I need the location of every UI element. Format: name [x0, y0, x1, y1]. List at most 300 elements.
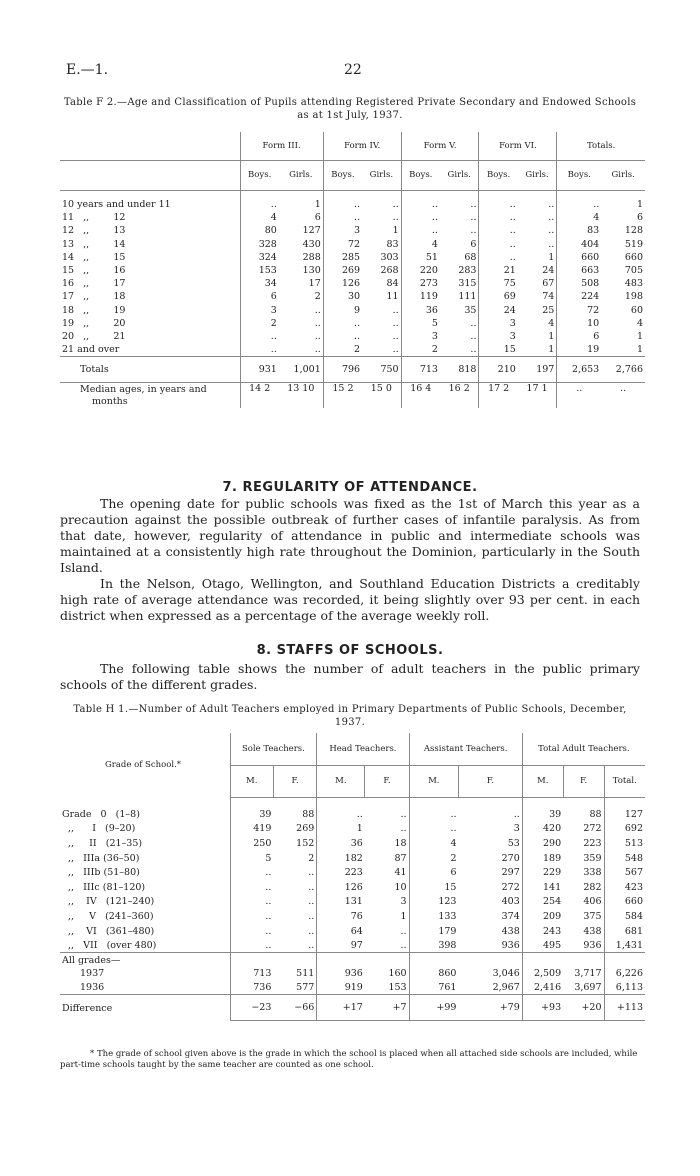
cell: 10 — [557, 317, 601, 330]
cell: .. — [240, 198, 279, 211]
cell: 153 — [240, 264, 279, 277]
cell: 398 — [409, 938, 458, 953]
cell: 736 — [230, 981, 273, 995]
cell: 374 — [501, 910, 520, 922]
cell: 692 — [604, 822, 645, 837]
cell: 438 — [583, 925, 602, 937]
table-row — [60, 330, 645, 343]
cell: .. — [400, 939, 407, 951]
sub-header: M. — [522, 765, 563, 797]
cell: 3 — [479, 317, 518, 330]
cell: 87 — [394, 852, 407, 864]
cell: 97 — [317, 938, 365, 953]
median-label-2: months — [92, 395, 128, 407]
section-7-title: 7. REGULARITY OF ATTENDANCE. — [222, 480, 478, 495]
cell: 15 — [409, 880, 458, 895]
cell: 288 — [302, 251, 321, 263]
cell: 419 — [230, 822, 273, 837]
cell: 84 — [386, 278, 399, 290]
cell: 5 — [401, 317, 440, 330]
sub-header: Girls. — [279, 160, 323, 190]
cell: 1 — [636, 199, 643, 211]
cell: 80 — [240, 224, 279, 237]
cell: 224 — [557, 290, 601, 303]
cell: .. — [230, 865, 273, 880]
cell: 2 — [314, 291, 321, 303]
section-7-body — [60, 496, 640, 624]
cell: 250 — [230, 836, 273, 851]
stub-header: Grade of School.* — [105, 760, 182, 770]
cell: 660 — [604, 895, 645, 910]
cell: 1 — [317, 822, 365, 837]
cell: 270 — [501, 852, 520, 864]
cell: 18 — [394, 837, 407, 849]
row-label: 18 ,, 19 — [62, 304, 126, 316]
cell: 210 — [479, 356, 518, 382]
sub-header: F. — [365, 765, 409, 797]
cell: .. — [240, 343, 279, 356]
cell: 15 2 — [323, 382, 362, 408]
cell: 16 4 — [401, 382, 440, 408]
cell: 3 — [400, 896, 407, 908]
cell: 153 — [388, 982, 407, 994]
cell: 127 — [302, 225, 321, 237]
table-row — [60, 865, 645, 880]
cell: 6 — [636, 212, 643, 224]
cell: .. — [479, 251, 518, 264]
cell: .. — [401, 198, 440, 211]
row-label: 16 ,, 17 — [62, 278, 126, 290]
row-label: Totals — [80, 363, 109, 375]
sub-header: Girls. — [440, 160, 479, 190]
cell: 6 — [557, 330, 601, 343]
cell: 220 — [401, 264, 440, 277]
cell: 315 — [458, 278, 477, 290]
cell: 483 — [624, 278, 643, 290]
cell: .. — [400, 808, 407, 820]
cell: 290 — [522, 836, 563, 851]
cell: +79 — [458, 995, 522, 1021]
sub-header: Boys. — [323, 160, 362, 190]
cell: .. — [479, 224, 518, 237]
cell: 297 — [501, 867, 520, 879]
cell: 681 — [604, 924, 645, 939]
cell: .. — [323, 330, 362, 343]
footnote: * The grade of school given above is the grade in which the school is placed when all attached side schools are included, while part-time schools taught by the same teacher are counted as one school. — [60, 1049, 638, 1070]
cell: .. — [392, 330, 399, 342]
cell: 182 — [317, 851, 365, 866]
cell: 273 — [401, 277, 440, 290]
cell: 30 — [323, 290, 362, 303]
cell: .. — [548, 199, 555, 211]
row-label: ,, I (9–20) — [62, 823, 136, 835]
cell: .. — [470, 225, 477, 237]
group-header: Sole Teachers. — [230, 733, 317, 765]
cell: 36 — [317, 836, 365, 851]
cell: +113 — [604, 995, 645, 1021]
cell: 4 — [557, 211, 601, 224]
sub-header: Total. — [604, 765, 645, 797]
stub-sub — [60, 160, 240, 190]
cell: 17 1 — [518, 382, 557, 408]
sub-header: F. — [458, 765, 522, 797]
cell: 4 — [636, 317, 643, 329]
row-label — [60, 382, 240, 408]
cell: .. — [314, 317, 321, 329]
table-row — [60, 851, 645, 866]
table-row — [60, 909, 645, 924]
table-row — [60, 836, 645, 851]
cell: 254 — [522, 895, 563, 910]
cell: .. — [230, 938, 273, 953]
table-h1 — [60, 733, 645, 1021]
table-row — [60, 211, 645, 224]
cell: 713 — [230, 967, 273, 981]
row-label: ,, IIIa (36–50) — [62, 852, 140, 864]
cell: 6 — [470, 238, 477, 250]
cell: 406 — [583, 896, 602, 908]
cell: 2 — [323, 343, 362, 356]
cell: 420 — [522, 822, 563, 837]
cell: 750 — [362, 356, 401, 382]
cell: 404 — [557, 238, 601, 251]
cell: 5 — [230, 851, 273, 866]
cell: 197 — [518, 356, 557, 382]
cell: 3,046 — [492, 968, 520, 980]
cell: 324 — [240, 251, 279, 264]
cell: +7 — [365, 995, 409, 1021]
cell: 860 — [409, 967, 458, 981]
cell: .. — [230, 924, 273, 939]
row-label: 17 ,, 18 — [62, 291, 126, 303]
cell: 438 — [501, 925, 520, 937]
row-label: 13 ,, 14 — [62, 238, 126, 250]
cell: .. — [308, 867, 315, 879]
cell: 17 — [308, 278, 321, 290]
cell: 9 — [323, 304, 362, 317]
cell: 25 — [542, 304, 555, 316]
cell: 69 — [479, 290, 518, 303]
cell: 72 — [323, 238, 362, 251]
cell: +93 — [522, 995, 563, 1021]
table-row — [60, 880, 645, 895]
cell: 189 — [522, 851, 563, 866]
stub-header — [60, 132, 240, 160]
group-header: Total Adult Teachers. — [522, 733, 645, 765]
section-8-title: 8. STAFFS OF SCHOOLS. — [256, 643, 444, 658]
cell: 303 — [380, 251, 399, 263]
row-label: ,, VI (361–480) — [62, 925, 155, 937]
cell: .. — [548, 225, 555, 237]
row-label: ,, IV (121–240) — [62, 896, 155, 908]
cell: 375 — [583, 910, 602, 922]
cell: .. — [401, 211, 440, 224]
sub-header: Boys. — [479, 160, 518, 190]
cell: 508 — [557, 277, 601, 290]
cell: .. — [479, 211, 518, 224]
cell: .. — [392, 317, 399, 329]
cell: 60 — [630, 304, 643, 316]
cell: 663 — [557, 264, 601, 277]
group-header: Head Teachers. — [317, 733, 409, 765]
row-label: 12 ,, 13 — [62, 225, 126, 237]
cell: 179 — [409, 924, 458, 939]
cell: 72 — [557, 304, 601, 317]
cell: 35 — [464, 304, 477, 316]
cell: 3 — [323, 224, 362, 237]
cell: 123 — [409, 895, 458, 910]
cell: .. — [308, 925, 315, 937]
cell: .. — [409, 822, 458, 837]
sub-header: Boys. — [240, 160, 279, 190]
cell: .. — [557, 382, 601, 408]
cell: −23 — [230, 995, 273, 1021]
row-label: 14 ,, 15 — [62, 251, 126, 263]
cell: 126 — [317, 880, 365, 895]
cell: 83 — [557, 224, 601, 237]
row-label: 11 ,, 12 — [62, 212, 126, 224]
cell: 3 — [240, 304, 279, 317]
cell: 1,001 — [279, 356, 323, 382]
cell: 133 — [409, 909, 458, 924]
cell: .. — [230, 895, 273, 910]
cell: 713 — [401, 356, 440, 382]
cell: 243 — [522, 924, 563, 939]
cell: 567 — [604, 865, 645, 880]
cell: 223 — [583, 837, 602, 849]
row-label: ,, VII (over 480) — [62, 939, 157, 951]
sub-header: Boys. — [401, 160, 440, 190]
cell: 577 — [296, 982, 315, 994]
table-row — [60, 224, 645, 237]
row-label: Grade 0 (1–8) — [62, 808, 140, 820]
cell: 283 — [458, 265, 477, 277]
table-row — [60, 290, 645, 303]
cell: +17 — [317, 995, 365, 1021]
cell: 1 — [636, 330, 643, 342]
cell: .. — [308, 910, 315, 922]
cell: 2 — [401, 343, 440, 356]
group-header: Totals. — [557, 132, 645, 160]
cell: .. — [392, 304, 399, 316]
cell: .. — [557, 198, 601, 211]
cell: 430 — [302, 238, 321, 250]
cell: .. — [308, 896, 315, 908]
cell: .. — [308, 939, 315, 951]
cell: 10 — [394, 881, 407, 893]
table-row — [60, 238, 645, 251]
cell: 21 — [479, 264, 518, 277]
row-label: 1937 — [80, 968, 105, 980]
cell: 584 — [604, 909, 645, 924]
cell: 1 — [392, 225, 399, 237]
cell: 131 — [317, 895, 365, 910]
cell: 272 — [583, 823, 602, 835]
sub-header: F. — [563, 765, 604, 797]
cell: 2,653 — [557, 356, 601, 382]
cell: 1 — [548, 251, 555, 263]
table-h1-caption: Table H 1.—Number of Adult Teachers employed in Primary Departments of Public Schools, December, 1937. — [73, 704, 627, 728]
cell: +20 — [563, 995, 604, 1021]
table-row — [60, 822, 645, 837]
cell: 660 — [624, 251, 643, 263]
cell: 511 — [296, 968, 315, 980]
table-row — [60, 895, 645, 910]
cell: 209 — [522, 909, 563, 924]
row-label: ,, II (21–35) — [62, 837, 143, 849]
row-label: 10 years and under 11 — [62, 199, 171, 211]
cell: 2,967 — [492, 982, 520, 994]
cell: 152 — [296, 837, 315, 849]
table-row — [60, 304, 645, 317]
cell: 6 — [409, 865, 458, 880]
table-f2 — [60, 132, 645, 408]
cell: 24 — [479, 304, 518, 317]
cell: 75 — [479, 277, 518, 290]
group-header: Form VI. — [479, 132, 557, 160]
cell: 338 — [583, 867, 602, 879]
year-row — [60, 981, 645, 995]
cell: 359 — [583, 852, 602, 864]
sub-header: M. — [230, 765, 273, 797]
row-label: 15 ,, 16 — [62, 265, 126, 277]
sub-header: M. — [409, 765, 458, 797]
sub-header: F. — [273, 765, 316, 797]
cell: 130 — [302, 265, 321, 277]
cell: 2 — [409, 851, 458, 866]
cell: 3 — [479, 330, 518, 343]
cell: .. — [401, 224, 440, 237]
group-header: Form IV. — [323, 132, 401, 160]
cell: 818 — [440, 356, 479, 382]
cell: .. — [392, 199, 399, 211]
section-code: E.—1. — [66, 62, 109, 78]
cell: 2,766 — [601, 356, 645, 382]
table-row — [60, 251, 645, 264]
cell: .. — [392, 212, 399, 224]
table-row — [60, 317, 645, 330]
cell: 64 — [317, 924, 365, 939]
paragraph: The opening date for public schools was fixed as the 1st of March this year as a precaution against the possible outbreak of further cases of infantile paralysis. As from that date, however, regularity of attendance in public and intermediate schools was maintained at a consistently high rate throughout the Dominion, particularly in the South Island. — [60, 496, 640, 575]
cell: 1 — [314, 199, 321, 211]
cell: 519 — [624, 238, 643, 250]
cell: −66 — [273, 995, 316, 1021]
cell: .. — [314, 304, 321, 316]
row-label: 20 ,, 21 — [62, 330, 126, 342]
sub-header: Girls. — [601, 160, 645, 190]
sub-header: Boys. — [557, 160, 601, 190]
cell: 1 — [636, 343, 643, 355]
cell: 269 — [296, 823, 315, 835]
cell: 126 — [323, 277, 362, 290]
cell: .. — [314, 330, 321, 342]
cell: 41 — [394, 867, 407, 879]
cell: 936 — [501, 939, 520, 951]
cell: 548 — [604, 851, 645, 866]
table-row — [60, 277, 645, 290]
cell: 53 — [507, 837, 520, 849]
cell: 931 — [240, 356, 279, 382]
cell: .. — [400, 925, 407, 937]
cell: .. — [479, 198, 518, 211]
cell: 128 — [624, 225, 643, 237]
section-8-body — [60, 661, 640, 693]
cell: 68 — [464, 251, 477, 263]
cell: 74 — [542, 291, 555, 303]
cell: 269 — [323, 264, 362, 277]
table-row — [60, 343, 645, 356]
cell: 1 — [548, 330, 555, 342]
cell: 4 — [240, 211, 279, 224]
cell: 76 — [317, 909, 365, 924]
cell: 127 — [604, 807, 645, 822]
group-header: Assistant Teachers. — [409, 733, 522, 765]
cell: 13 10 — [279, 382, 323, 408]
cell: 160 — [388, 968, 407, 980]
cell: 119 — [401, 290, 440, 303]
cell: 272 — [501, 881, 520, 893]
cell: 141 — [522, 880, 563, 895]
cell: 36 — [401, 304, 440, 317]
cell: .. — [470, 343, 477, 355]
cell: 6,226 — [604, 967, 645, 981]
cell: 24 — [542, 265, 555, 277]
cell: 2,509 — [522, 967, 563, 981]
cell: 495 — [522, 938, 563, 953]
year-row — [60, 967, 645, 981]
sub-header: Girls. — [518, 160, 557, 190]
cell: 11 — [386, 291, 399, 303]
cell: 403 — [501, 896, 520, 908]
cell: 3 — [401, 330, 440, 343]
cell: .. — [409, 807, 458, 822]
median-label-1: Median ages, in years and — [80, 383, 207, 395]
cell: 423 — [604, 880, 645, 895]
cell: 3,717 — [574, 968, 602, 980]
group-header: Form V. — [401, 132, 479, 160]
sub-header: Girls. — [362, 160, 401, 190]
cell: 6 — [314, 212, 321, 224]
cell: .. — [392, 343, 399, 355]
cell: 19 — [557, 343, 601, 356]
cell: .. — [548, 238, 555, 250]
median-row — [60, 382, 645, 408]
cell: .. — [601, 382, 645, 408]
cell: .. — [548, 212, 555, 224]
cell: .. — [314, 343, 321, 355]
cell: 936 — [317, 967, 365, 981]
row-label: Difference — [60, 995, 230, 1021]
cell: 4 — [548, 317, 555, 329]
row-label: ,, IIIb (51–80) — [62, 867, 140, 879]
cell: .. — [470, 212, 477, 224]
cell: 2 — [308, 852, 315, 864]
cell: .. — [323, 211, 362, 224]
cell: 16 2 — [440, 382, 479, 408]
cell: .. — [400, 823, 407, 835]
cell: 17 2 — [479, 382, 518, 408]
cell: .. — [470, 199, 477, 211]
cell: .. — [323, 198, 362, 211]
difference-row — [60, 995, 645, 1021]
cell: 6 — [240, 290, 279, 303]
cell: .. — [317, 807, 365, 822]
cell: 796 — [323, 356, 362, 382]
cell: 2,416 — [522, 981, 563, 995]
cell: 229 — [522, 865, 563, 880]
sub-header: M. — [317, 765, 365, 797]
cell: +99 — [409, 995, 458, 1021]
